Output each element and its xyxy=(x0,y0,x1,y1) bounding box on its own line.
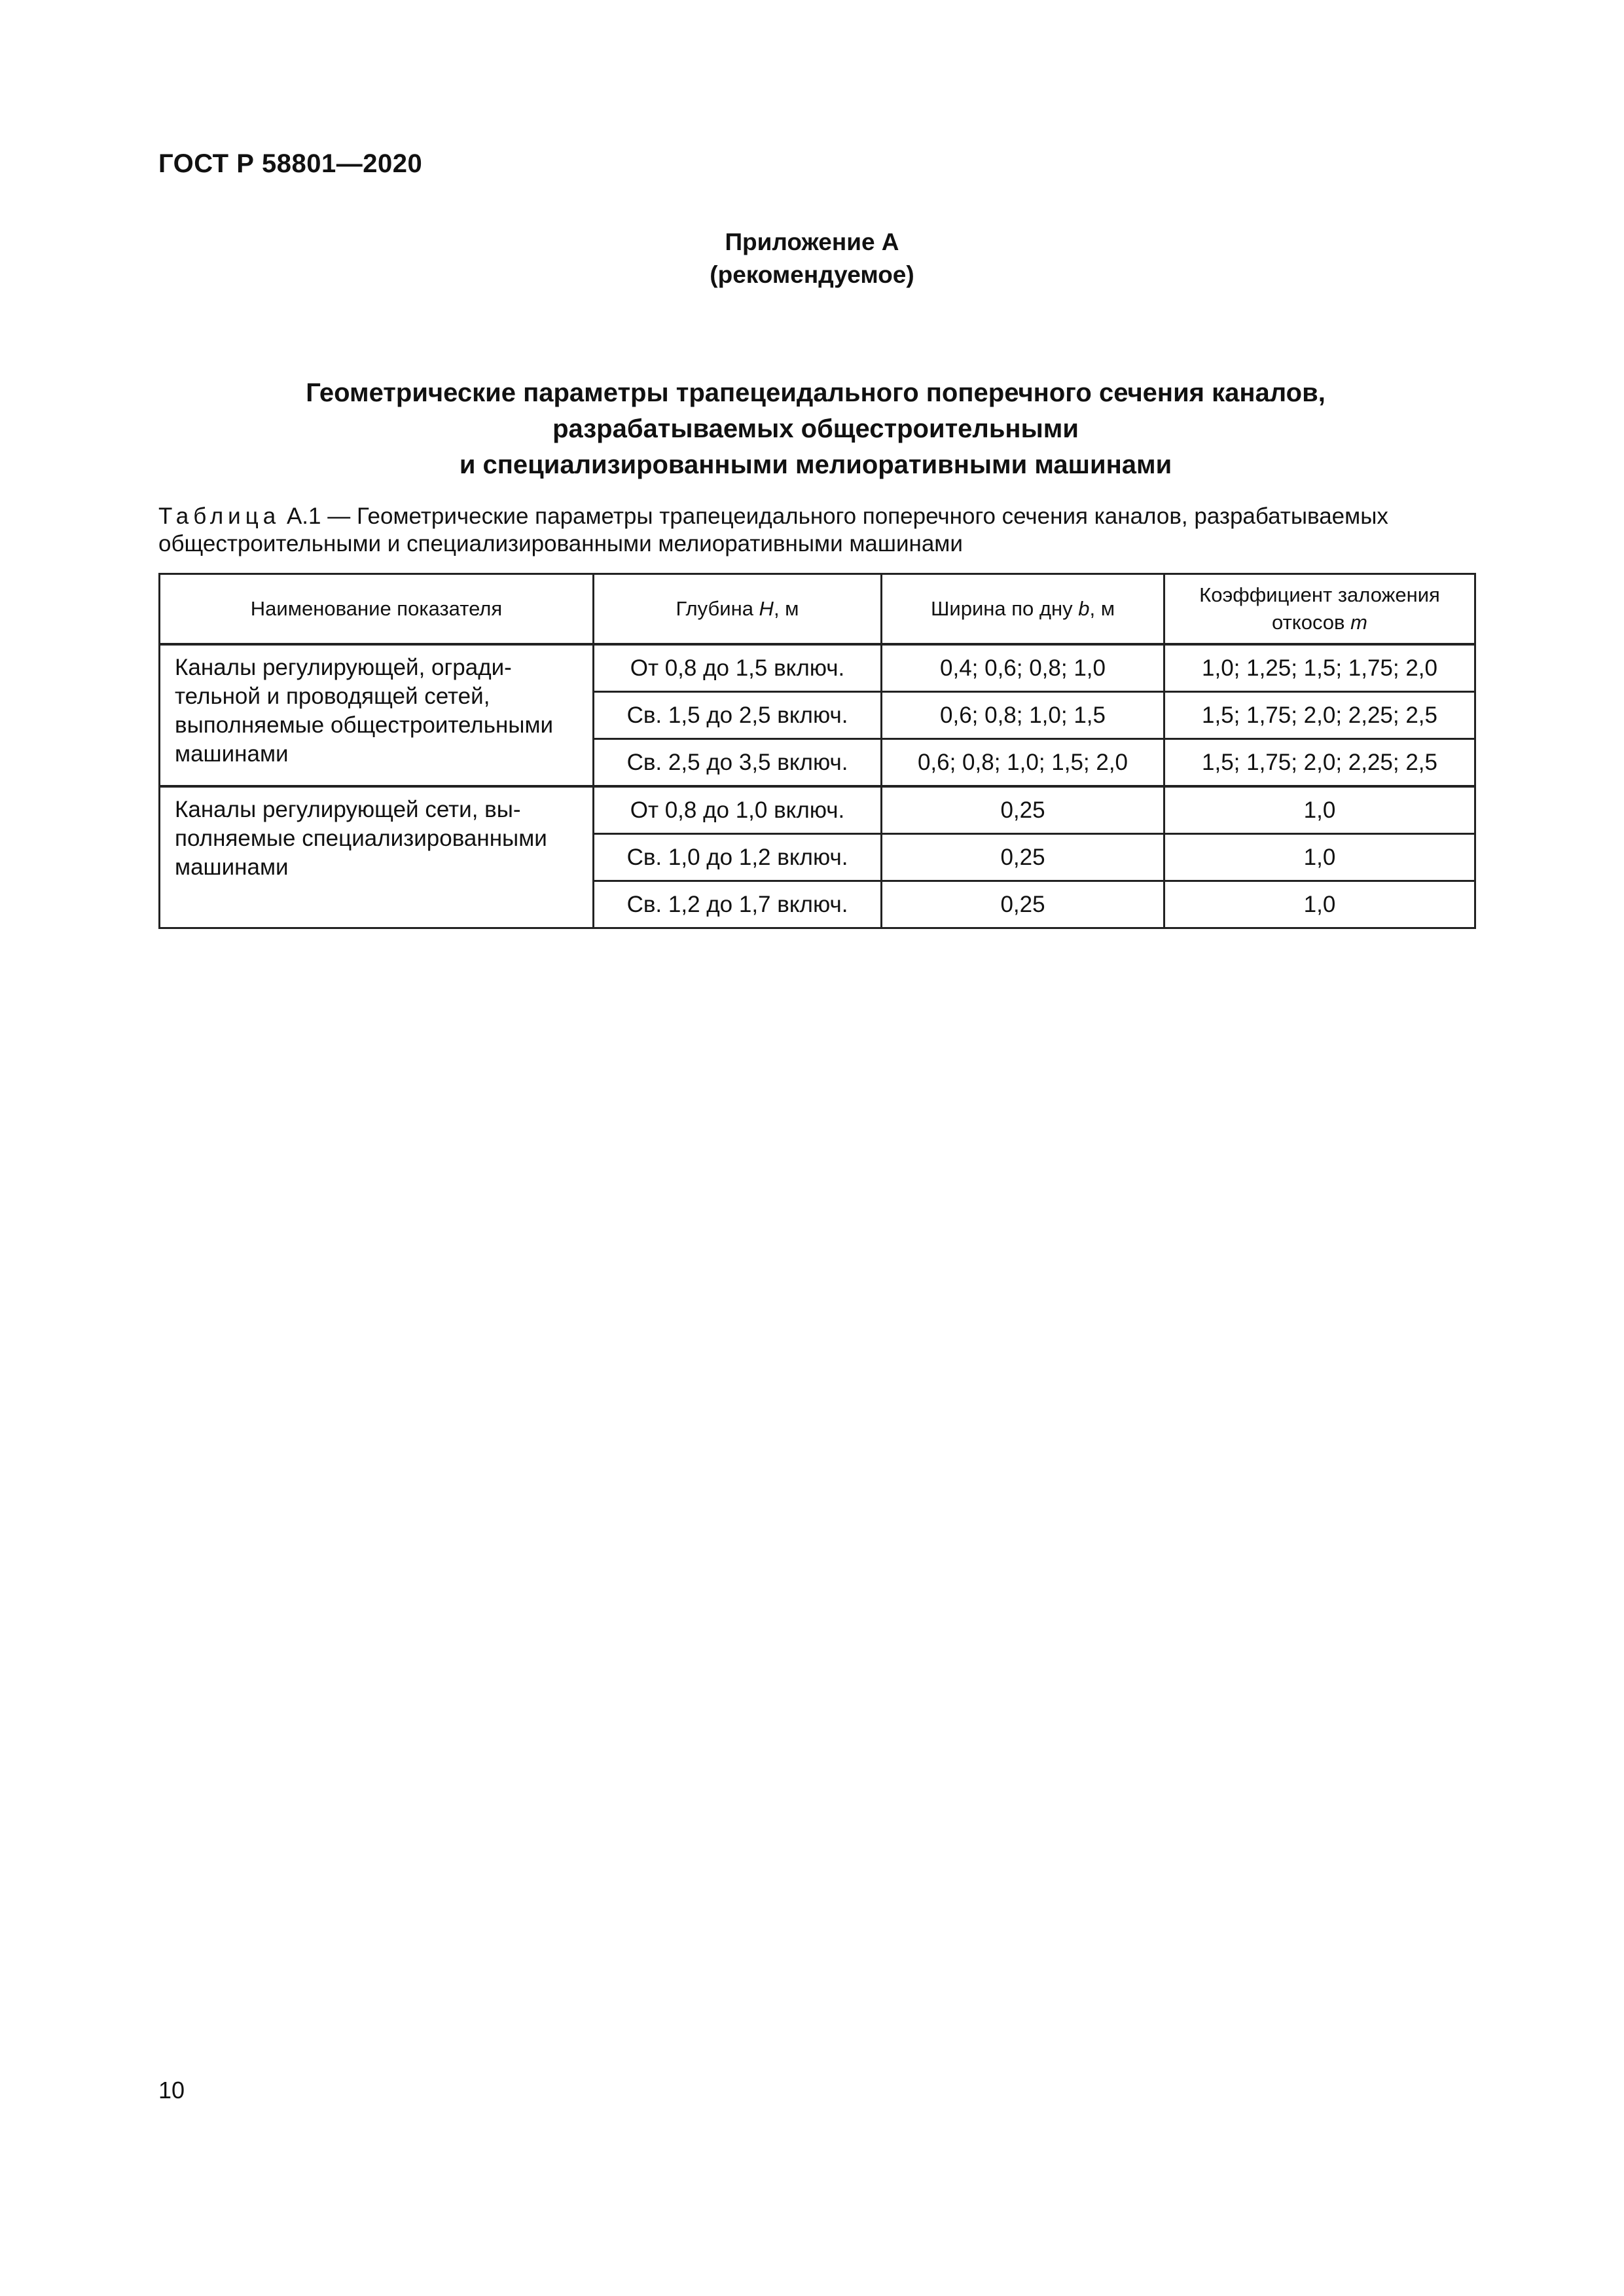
header-depth: Глубина H, м xyxy=(594,574,882,645)
appendix-heading xyxy=(0,226,1624,291)
header-bottom-width: Ширина по дну b, м xyxy=(882,574,1164,645)
table-row xyxy=(160,644,1475,692)
row-group-name: Каналы регулирующей, огради-тельной и проводящей сетей, выполняемые общестроительными машинами xyxy=(160,644,594,786)
table-caption-text: А.1 — Геометрические параметры трапецеидального поперечного сечения каналов, разрабатываемых xyxy=(280,503,1388,529)
section-title-line-1: Геометрические параметры трапецеидального поперечного сечения каналов, xyxy=(306,378,1326,407)
table-row xyxy=(160,786,1475,834)
cell-width: 0,6; 0,8; 1,0; 1,5 xyxy=(882,692,1164,739)
cell-width: 0,4; 0,6; 0,8; 1,0 xyxy=(882,644,1164,692)
cell-depth: Св. 1,2 до 1,7 включ. xyxy=(594,881,882,928)
table-header-row xyxy=(160,574,1475,645)
parameters-table xyxy=(158,573,1476,929)
cell-width: 0,25 xyxy=(882,834,1164,881)
cell-coefficient: 1,0 xyxy=(1164,786,1475,834)
section-title xyxy=(158,375,1473,483)
cell-coefficient: 1,5; 1,75; 2,0; 2,25; 2,5 xyxy=(1164,692,1475,739)
header-name: Наименование показателя xyxy=(160,574,594,645)
page-number: 10 xyxy=(158,2077,185,2104)
appendix-subtitle: (рекомендуемое) xyxy=(710,261,914,288)
cell-coefficient: 1,0; 1,25; 1,5; 1,75; 2,0 xyxy=(1164,644,1475,692)
section-title-line-2: разрабатываемых общестроительными xyxy=(552,414,1079,443)
table-caption xyxy=(158,503,1474,558)
table-caption-line-2: общестроительными и специализированными мелиоративными машинами xyxy=(158,531,963,556)
cell-width: 0,25 xyxy=(882,881,1164,928)
cell-coefficient: 1,0 xyxy=(1164,881,1475,928)
cell-coefficient: 1,0 xyxy=(1164,834,1475,881)
cell-depth: Св. 1,0 до 1,2 включ. xyxy=(594,834,882,881)
appendix-title: Приложение А xyxy=(725,228,899,255)
cell-width: 0,6; 0,8; 1,0; 1,5; 2,0 xyxy=(882,739,1164,787)
cell-depth: Св. 1,5 до 2,5 включ. xyxy=(594,692,882,739)
table-label: Таблица xyxy=(158,503,281,529)
document-code: ГОСТ Р 58801—2020 xyxy=(158,149,423,178)
header-slope-coefficient: Коэффициент заложения откосов m xyxy=(1164,574,1475,645)
table-caption-line-1 xyxy=(158,503,1474,530)
section-title-line-3: и специализированными мелиоративными машинами xyxy=(459,450,1172,479)
cell-width: 0,25 xyxy=(882,786,1164,834)
cell-depth: От 0,8 до 1,5 включ. xyxy=(594,644,882,692)
cell-depth: Св. 2,5 до 3,5 включ. xyxy=(594,739,882,787)
cell-coefficient: 1,5; 1,75; 2,0; 2,25; 2,5 xyxy=(1164,739,1475,787)
row-group-name: Каналы регулирующей сети, вы-полняемые специализированными машинами xyxy=(160,786,594,928)
cell-depth: От 0,8 до 1,0 включ. xyxy=(594,786,882,834)
